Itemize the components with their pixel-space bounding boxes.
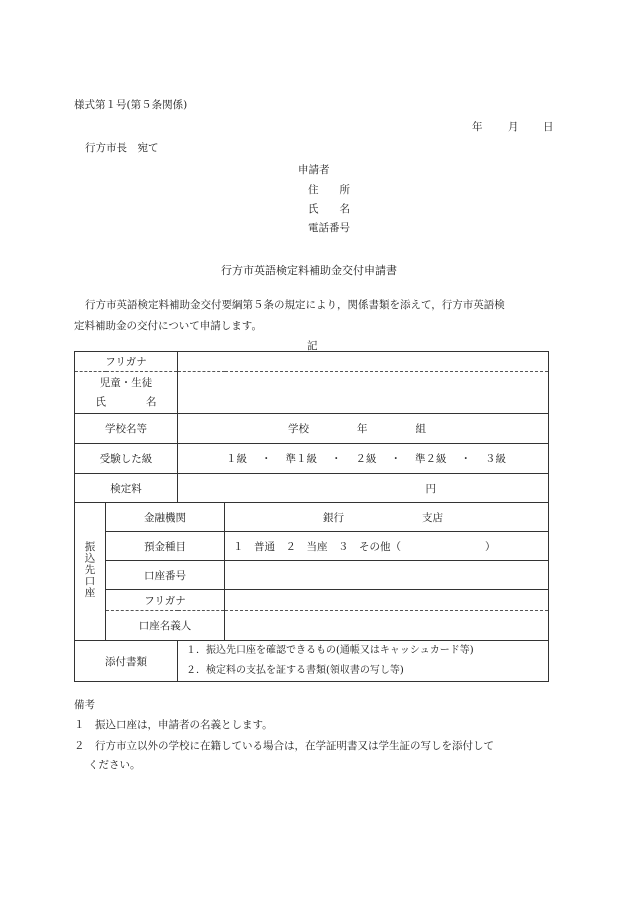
class-unit: 組	[415, 423, 427, 435]
fee-value[interactable]	[178, 474, 549, 503]
grade-option-2[interactable]: ２級	[355, 453, 377, 465]
grade-option-1[interactable]: １級	[226, 453, 248, 465]
grade-label: 受験した級	[75, 444, 178, 474]
grade-option-3[interactable]: ３級	[485, 453, 507, 465]
attachments-label: 添付書類	[75, 641, 178, 682]
applicant-address-label: 住 所	[308, 184, 350, 196]
fee-label: 検定料	[75, 474, 178, 503]
transfer-account-vertical-text: 振込先口座	[83, 541, 96, 599]
school-label: 学校名等	[75, 414, 178, 444]
ki-heading: 記	[307, 340, 318, 352]
document-title: 行方市英語検定料補助金交付申請書	[221, 264, 397, 277]
account-number-label: 口座番号	[106, 561, 225, 590]
account-furigana-label: フリガナ	[106, 590, 225, 611]
application-table	[74, 351, 549, 682]
applicant-phone-label: 電話番号	[308, 222, 350, 234]
student-name-value[interactable]	[178, 372, 549, 414]
student-name-part-b: 名	[146, 395, 157, 408]
addressee: 行方市長 宛て	[85, 142, 159, 154]
attachments-list	[178, 641, 549, 682]
deposit-type-options[interactable]: １ 普通 ２ 当座 ３ その他（ ）	[225, 532, 549, 561]
account-number-value[interactable]	[225, 561, 549, 590]
furigana-value[interactable]	[178, 352, 549, 372]
grade-option-pre2[interactable]: 準２級	[415, 453, 447, 465]
school-unit: 学校	[288, 423, 310, 435]
applicant-name-label: 氏 名	[308, 203, 350, 215]
grade-separator: ・	[390, 453, 402, 465]
grade-separator: ・	[261, 453, 272, 465]
account-holder-value[interactable]	[225, 611, 549, 641]
bank-label: 金融機関	[106, 503, 225, 532]
account-holder-label: 口座名義人	[106, 611, 225, 641]
student-name-label-line2	[75, 393, 177, 412]
bank-value[interactable]	[225, 503, 549, 532]
grade-options[interactable]	[178, 444, 549, 474]
remarks-note-2-line1: ２ 行方市立以外の学校に在籍している場合は，在学証明書又は学生証の写しを添付して	[74, 740, 494, 752]
form-number: 様式第１号(第５条関係)	[74, 99, 188, 111]
date-month-label: 月	[508, 121, 519, 133]
student-name-label-line1: 児童・生徒	[99, 376, 153, 389]
attachment-item-1: １．振込先口座を確認できるもの(通帳又はキャッシュカード等)	[186, 645, 474, 656]
branch-unit: 支店	[422, 511, 444, 524]
body-text-line2: 定料補助金の交付について申請します。	[74, 320, 262, 332]
deposit-type-label: 預金種目	[106, 532, 225, 561]
grade-separator: ・	[460, 453, 472, 465]
body-text-line1: 行方市英語検定料補助金交付要綱第５条の規定により，関係書類を添えて，行方市英語検	[85, 299, 505, 311]
bank-unit: 銀行	[323, 511, 345, 524]
date-year-label: 年	[472, 121, 483, 133]
grade-option-pre1[interactable]: 準１級	[285, 453, 318, 465]
remarks-note-1: １ 振込口座は，申請者の名義とします。	[74, 719, 273, 731]
grade-separator: ・	[331, 453, 342, 465]
account-furigana-value[interactable]	[225, 590, 549, 611]
applicant-label: 申請者	[298, 164, 330, 176]
date-day-label: 日	[543, 121, 554, 133]
furigana-label: フリガナ	[75, 352, 178, 372]
attachment-item-2: ２．検定料の支払を証する書類(領収書の写し等)	[186, 665, 404, 676]
remarks-heading: 備考	[74, 699, 95, 711]
grade-year-unit: 年	[357, 423, 368, 435]
student-name-label	[75, 372, 178, 414]
school-value[interactable]	[178, 414, 549, 444]
remarks-note-2-line2: ください。	[88, 759, 141, 771]
transfer-account-label	[75, 503, 106, 641]
student-name-part-a: 氏	[95, 395, 106, 408]
yen-unit: 円	[425, 482, 437, 495]
